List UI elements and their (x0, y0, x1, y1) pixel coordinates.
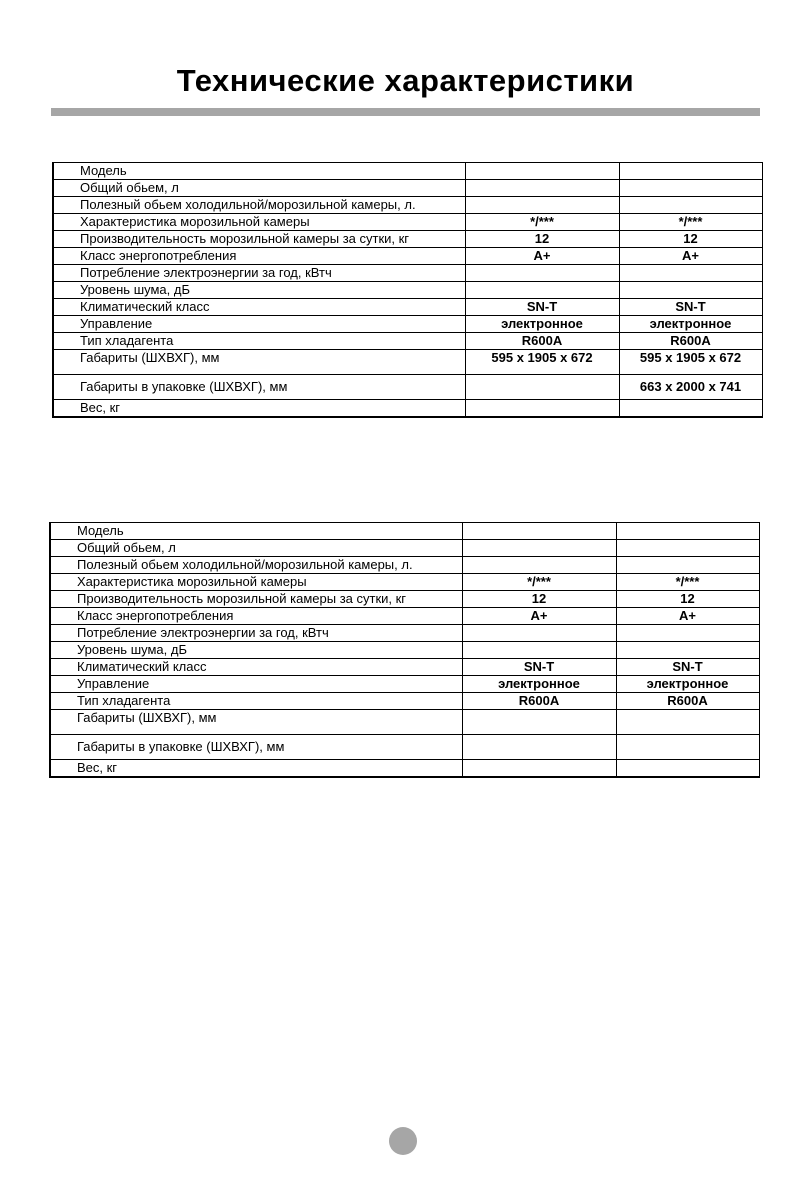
row-value-col1 (462, 710, 616, 735)
spec-table-1 (52, 162, 763, 418)
row-value-col1: R600A (465, 333, 619, 350)
page-number-dot (389, 1127, 417, 1155)
table-row (53, 265, 762, 282)
row-value-col1 (462, 523, 616, 540)
row-value-col1 (462, 557, 616, 574)
table-row (53, 248, 762, 265)
row-label: Класс энергопотребления (53, 248, 465, 265)
table-row (53, 163, 762, 180)
table-row (50, 608, 759, 625)
row-value-col2 (619, 163, 762, 180)
table-row (50, 760, 759, 778)
row-label: Полезный обьем холодильной/морозильной камеры, л. (53, 197, 465, 214)
row-value-col2 (616, 710, 759, 735)
table-row (50, 557, 759, 574)
table-row (53, 197, 762, 214)
table-row (50, 574, 759, 591)
row-value-col1 (462, 642, 616, 659)
table-row (50, 710, 759, 735)
row-value-col2: электронное (616, 676, 759, 693)
row-value-col2: SN-T (619, 299, 762, 316)
row-value-col2: SN-T (616, 659, 759, 676)
row-value-col1 (465, 282, 619, 299)
row-value-col2 (616, 642, 759, 659)
row-value-col2 (619, 265, 762, 282)
title-underline-bar (51, 108, 760, 116)
row-label: Управление (53, 316, 465, 333)
table-row (53, 282, 762, 299)
row-label: Потребление электроэнергии за год, кВтч (53, 265, 465, 282)
row-value-col1: */*** (465, 214, 619, 231)
row-label: Климатический класс (53, 299, 465, 316)
row-value-col1 (465, 180, 619, 197)
row-label: Производительность морозильной камеры за сутки, кг (50, 591, 462, 608)
row-value-col2: 12 (616, 591, 759, 608)
row-value-col1 (462, 735, 616, 760)
row-value-col1: A+ (465, 248, 619, 265)
row-value-col1: 12 (465, 231, 619, 248)
row-label: Уровень шума, дБ (50, 642, 462, 659)
row-value-col2: A+ (619, 248, 762, 265)
row-value-col1: электронное (462, 676, 616, 693)
row-label: Вес, кг (50, 760, 462, 778)
table-row (53, 375, 762, 400)
table-row (53, 316, 762, 333)
table-row (50, 676, 759, 693)
table-row (50, 642, 759, 659)
row-value-col2: */*** (619, 214, 762, 231)
row-value-col1 (465, 400, 619, 418)
row-value-col2: R600A (616, 693, 759, 710)
page-title: Технические характеристики (176, 63, 635, 98)
row-label: Вес, кг (53, 400, 465, 418)
row-value-col1: электронное (465, 316, 619, 333)
row-value-col1: SN-T (462, 659, 616, 676)
row-value-col1: */*** (462, 574, 616, 591)
row-value-col2: 595 x 1905 x 672 (619, 350, 762, 375)
row-value-col2 (616, 523, 759, 540)
row-label: Тип хладагента (53, 333, 465, 350)
row-value-col2: A+ (616, 608, 759, 625)
table-row (50, 523, 759, 540)
row-label: Габариты (ШХВХГ), мм (53, 350, 465, 375)
table-row (53, 400, 762, 418)
row-label: Характеристика морозильной камеры (53, 214, 465, 231)
row-value-col1: 595 x 1905 x 672 (465, 350, 619, 375)
row-value-col2 (616, 540, 759, 557)
row-label: Характеристика морозильной камеры (50, 574, 462, 591)
table-row (50, 540, 759, 557)
row-value-col1 (465, 197, 619, 214)
table-row (50, 625, 759, 642)
row-value-col1: R600A (462, 693, 616, 710)
row-value-col2: электронное (619, 316, 762, 333)
table-row (53, 214, 762, 231)
row-value-col1 (465, 375, 619, 400)
row-label: Габариты (ШХВХГ), мм (50, 710, 462, 735)
row-value-col1 (462, 540, 616, 557)
row-label: Общий обьем, л (53, 180, 465, 197)
row-label: Потребление электроэнергии за год, кВтч (50, 625, 462, 642)
row-value-col1: 12 (462, 591, 616, 608)
row-value-col2 (619, 197, 762, 214)
row-value-col1: A+ (462, 608, 616, 625)
row-label: Модель (50, 523, 462, 540)
row-value-col1 (462, 625, 616, 642)
row-label: Уровень шума, дБ (53, 282, 465, 299)
row-value-col2 (616, 557, 759, 574)
row-value-col2: 12 (619, 231, 762, 248)
row-label: Габариты в упаковке (ШХВХГ), мм (50, 735, 462, 760)
row-label: Габариты в упаковке (ШХВХГ), мм (53, 375, 465, 400)
table-row (53, 333, 762, 350)
row-value-col2: 663 x 2000 x 741 (619, 375, 762, 400)
table-row (53, 180, 762, 197)
row-label: Тип хладагента (50, 693, 462, 710)
table-row (53, 299, 762, 316)
row-value-col2 (616, 735, 759, 760)
spec-table-2 (49, 522, 760, 778)
table-row (50, 735, 759, 760)
row-label: Модель (53, 163, 465, 180)
row-value-col2: */*** (616, 574, 759, 591)
row-value-col2 (616, 760, 759, 778)
row-value-col2 (619, 400, 762, 418)
table-row (53, 231, 762, 248)
row-value-col2 (619, 282, 762, 299)
row-label: Управление (50, 676, 462, 693)
table-row (50, 659, 759, 676)
row-value-col1 (462, 760, 616, 778)
row-label: Общий обьем, л (50, 540, 462, 557)
row-label: Производительность морозильной камеры за сутки, кг (53, 231, 465, 248)
row-value-col2 (619, 180, 762, 197)
row-value-col2 (616, 625, 759, 642)
row-label: Полезный обьем холодильной/морозильной камеры, л. (50, 557, 462, 574)
row-value-col1 (465, 265, 619, 282)
row-value-col1 (465, 163, 619, 180)
table-row (53, 350, 762, 375)
row-label: Климатический класс (50, 659, 462, 676)
row-value-col2: R600A (619, 333, 762, 350)
table-row (50, 693, 759, 710)
row-value-col1: SN-T (465, 299, 619, 316)
row-label: Класс энергопотребления (50, 608, 462, 625)
table-row (50, 591, 759, 608)
